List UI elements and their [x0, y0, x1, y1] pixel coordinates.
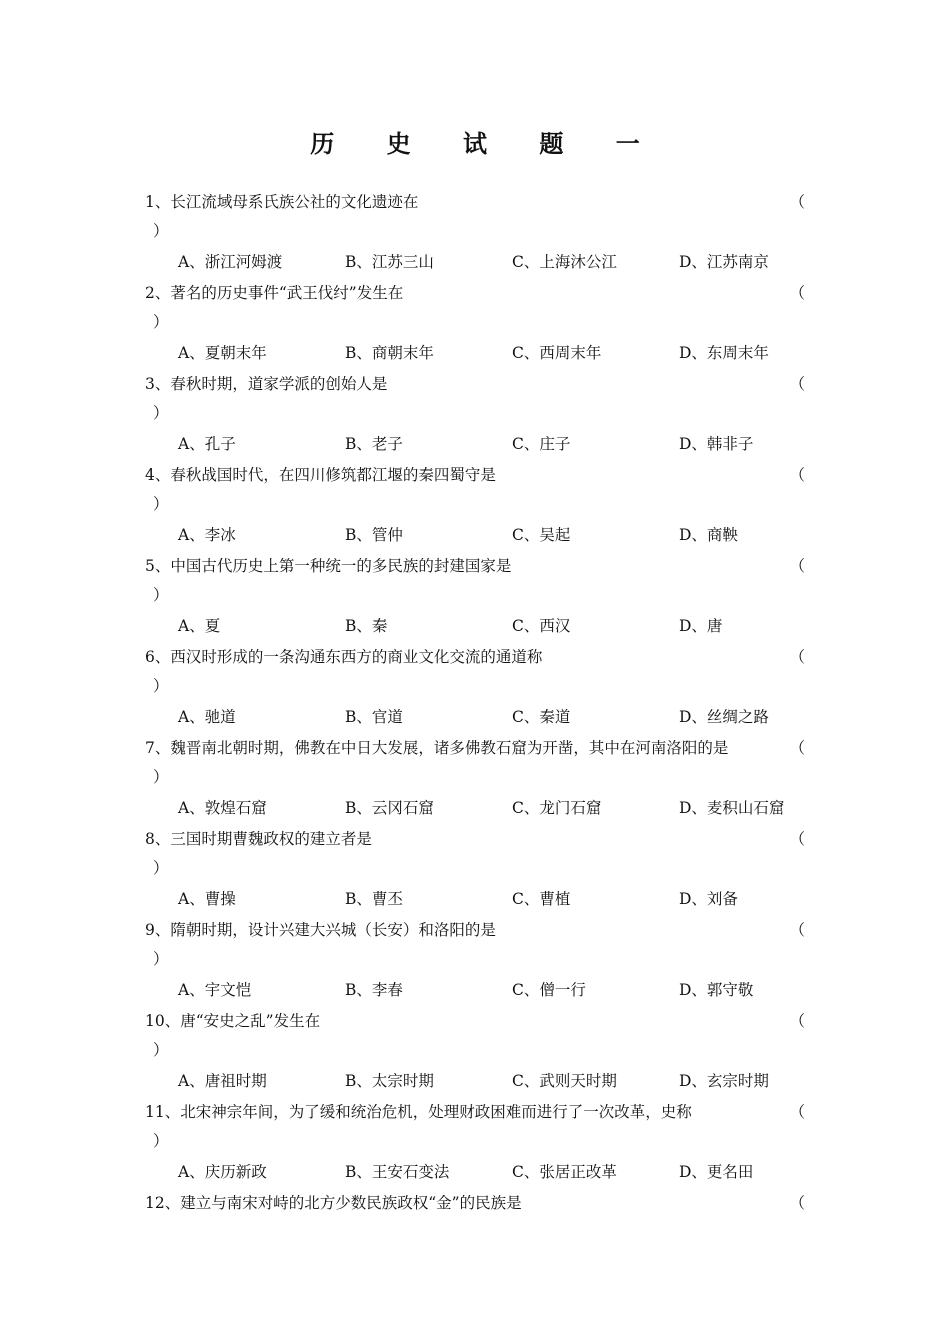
question-item: [145, 1189, 805, 1280]
answer-paren-close: ）: [153, 859, 169, 877]
question-item: [145, 188, 805, 279]
question-text: 1、长江流域母系氏族公社的文化遗迹在: [145, 193, 419, 211]
option-c: C、上海沐公江: [512, 253, 617, 271]
question-text: 8、三国时期曹魏政权的建立者是: [145, 830, 372, 848]
question-item: [145, 370, 805, 461]
question-item: [145, 1098, 805, 1189]
option-c: C、庄子: [512, 435, 571, 453]
question-line: [145, 734, 805, 763]
question-line: [145, 1098, 805, 1127]
option-a: A、李冰: [178, 526, 236, 544]
option-b: B、江苏三山: [345, 253, 434, 271]
option-c: C、武则天时期: [512, 1072, 617, 1090]
option-a: A、孔子: [178, 435, 236, 453]
option-d: D、韩非子: [679, 435, 754, 453]
answer-paren-open: （: [789, 1103, 805, 1121]
answer-paren-open: （: [789, 1012, 805, 1030]
question-list: [145, 188, 805, 1280]
question-item: [145, 279, 805, 370]
option-b: B、太宗时期: [345, 1072, 434, 1090]
option-a: A、驰道: [178, 708, 236, 726]
answer-paren-open: （: [789, 739, 805, 757]
option-d: D、更名田: [679, 1163, 754, 1181]
answer-paren-close: ）: [153, 313, 169, 331]
question-text: 10、唐“安史之乱”发生在: [145, 1012, 321, 1030]
option-a: A、唐祖时期: [178, 1072, 267, 1090]
question-item: [145, 552, 805, 643]
question-line: [145, 1189, 805, 1218]
answer-paren-open: （: [789, 1194, 805, 1212]
answer-paren-close: ）: [153, 495, 169, 513]
question-line: [145, 916, 805, 945]
option-a: A、夏: [178, 617, 221, 635]
answer-paren-open: （: [789, 557, 805, 575]
option-c: C、张居正改革: [512, 1163, 617, 1181]
question-item: [145, 461, 805, 552]
option-b: B、王安石变法: [345, 1163, 450, 1181]
question-text: 9、隋朝时期，设计兴建大兴城（长安）和洛阳的是: [145, 921, 496, 939]
answer-paren-close: ）: [153, 950, 169, 968]
option-c: C、西周末年: [512, 344, 602, 362]
option-d: D、郭守敬: [679, 981, 754, 999]
question-line: [145, 825, 805, 854]
answer-paren-close: ）: [153, 222, 169, 240]
option-c: C、西汉: [512, 617, 571, 635]
question-item: [145, 1007, 805, 1098]
option-b: B、商朝末年: [345, 344, 434, 362]
answer-paren-open: （: [789, 648, 805, 666]
option-c: C、秦道: [512, 708, 571, 726]
page-title: 历 史 试 题 一: [310, 130, 662, 158]
answer-paren-open: （: [789, 921, 805, 939]
question-item: [145, 734, 805, 825]
question-text: 7、魏晋南北朝时期，佛教在中日大发展，诸多佛教石窟为开凿，其中在河南洛阳的是: [145, 739, 729, 757]
answer-paren-close: ）: [153, 586, 169, 604]
question-line: [145, 461, 805, 490]
question-text: 5、中国古代历史上第一种统一的多民族的封建国家是: [145, 557, 512, 575]
answer-paren-open: （: [789, 466, 805, 484]
question-line: [145, 643, 805, 672]
option-b: B、老子: [345, 435, 403, 453]
option-d: D、唐: [679, 617, 723, 635]
question-text: 2、著名的历史事件“武王伐纣”发生在: [145, 284, 404, 302]
question-line: [145, 370, 805, 399]
question-line: [145, 552, 805, 581]
question-text: 3、春秋时期，道家学派的创始人是: [145, 375, 388, 393]
option-d: D、玄宗时期: [679, 1072, 769, 1090]
answer-paren-close: ）: [153, 1041, 169, 1059]
answer-paren-close: ）: [153, 1132, 169, 1150]
option-d: D、东周末年: [679, 344, 769, 362]
option-a: A、曹操: [178, 890, 236, 908]
option-b: B、官道: [345, 708, 403, 726]
question-item: [145, 825, 805, 916]
option-b: B、秦: [345, 617, 388, 635]
option-d: D、商鞅: [679, 526, 738, 544]
option-c: C、僧一行: [512, 981, 586, 999]
answer-paren-close: ）: [153, 677, 169, 695]
question-text: 6、西汉时形成的一条沟通东西方的商业文化交流的通道称: [145, 648, 543, 666]
option-d: D、丝绸之路: [679, 708, 769, 726]
option-c: C、吴起: [512, 526, 571, 544]
option-b: B、李春: [345, 981, 403, 999]
option-d: D、麦积山石窟: [679, 799, 785, 817]
option-b: B、曹丕: [345, 890, 403, 908]
option-a: A、夏朝末年: [178, 344, 267, 362]
option-d: D、江苏南京: [679, 253, 769, 271]
question-text: 12、建立与南宋对峙的北方少数民族政权“金”的民族是: [145, 1194, 522, 1212]
question-line: [145, 188, 805, 217]
question-text: 11、北宋神宗年间，为了缓和统治危机，处理财政困难而进行了一次改革，史称: [145, 1103, 692, 1121]
option-c: C、龙门石窟: [512, 799, 602, 817]
answer-paren-close: ）: [153, 404, 169, 422]
option-c: C、曹植: [512, 890, 571, 908]
question-item: [145, 643, 805, 734]
question-item: [145, 916, 805, 1007]
answer-paren-open: （: [789, 830, 805, 848]
answer-paren-open: （: [789, 193, 805, 211]
option-a: A、宇文恺: [178, 981, 252, 999]
question-line: [145, 279, 805, 308]
option-b: B、云冈石窟: [345, 799, 434, 817]
question-line: [145, 1007, 805, 1036]
option-a: A、庆历新政: [178, 1163, 267, 1181]
answer-paren-open: （: [789, 375, 805, 393]
option-b: B、管仲: [345, 526, 403, 544]
option-a: A、敦煌石窟: [178, 799, 267, 817]
option-d: D、刘备: [679, 890, 738, 908]
question-text: 4、春秋战国时代，在四川修筑都江堰的秦四蜀守是: [145, 466, 496, 484]
option-a: A、浙江河姆渡: [178, 253, 283, 271]
answer-paren-close: ）: [153, 768, 169, 786]
answer-paren-open: （: [789, 284, 805, 302]
